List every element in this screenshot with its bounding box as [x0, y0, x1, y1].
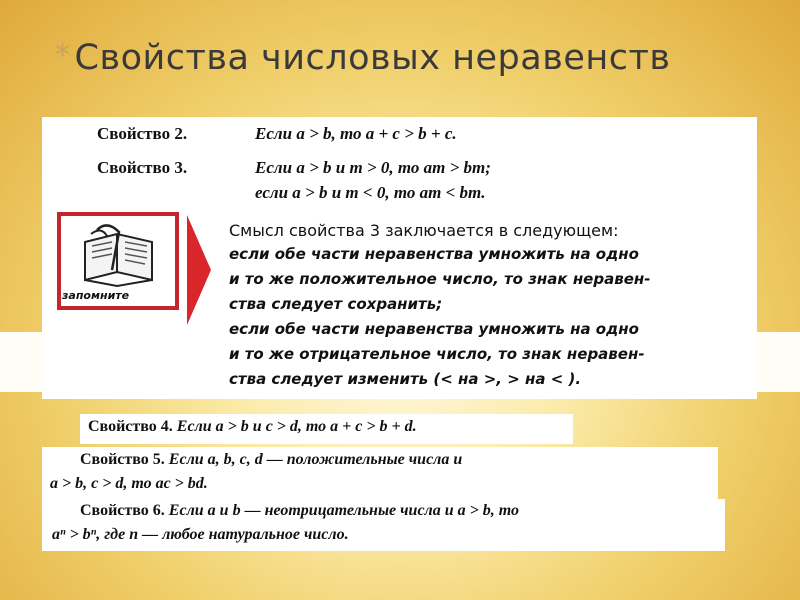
property-5-line-1: Если a, b, c, d — положительные числа и	[168, 451, 463, 468]
property-6-panel	[42, 499, 725, 551]
property-3-line-1: Если a > b и m > 0, то am > bm;	[255, 158, 491, 177]
property-4-label: Свойство 4.	[88, 418, 173, 435]
properties-2-3-panel	[42, 117, 757, 399]
meaning-line-5: и то же отрицательное число, то знак неравен-	[229, 345, 645, 363]
property-5-label: Свойство 5.	[80, 451, 165, 468]
property-2-label: Свойство 2.	[97, 124, 188, 143]
meaning-intro: Смысл свойства 3 заключается в следующем:	[229, 221, 619, 240]
property-3-line-2: если a > b и m < 0, то am < bm.	[255, 183, 486, 202]
title-bullet: *	[55, 38, 71, 73]
property-6-line-2: aⁿ > bⁿ, где n — любое натуральное число.	[52, 526, 349, 543]
property-6-line-1: Если a и b — неотрицательные числа и a > b, то	[168, 502, 519, 519]
page-title	[55, 38, 671, 78]
property-2-text: Если a > b, то a + c > b + c.	[255, 124, 457, 143]
property-4-panel	[80, 414, 573, 444]
property-5-line-2: a > b, c > d, то ac > bd.	[50, 475, 208, 492]
meaning-line-6: ства следует изменить (< на >, > на < ).	[229, 370, 582, 388]
property-5-panel	[42, 447, 718, 499]
property-6-label: Свойство 6.	[80, 502, 165, 519]
meaning-line-2: и то же положительное число, то знак неравен-	[229, 270, 651, 288]
meaning-line-3: ства следует сохранить;	[229, 295, 443, 313]
property-4-text: Если a > b и c > d, то a + c > b + d.	[176, 418, 417, 435]
memo-label: запомните	[62, 289, 130, 302]
red-arrow-icon	[187, 215, 211, 325]
property-3-label: Свойство 3.	[97, 158, 188, 177]
meaning-line-1: если обе части неравенства умножить на одно	[229, 245, 639, 263]
title-text: Свойства числовых неравенств	[74, 38, 671, 78]
meaning-line-4: если обе части неравенства умножить на одно	[229, 320, 639, 338]
